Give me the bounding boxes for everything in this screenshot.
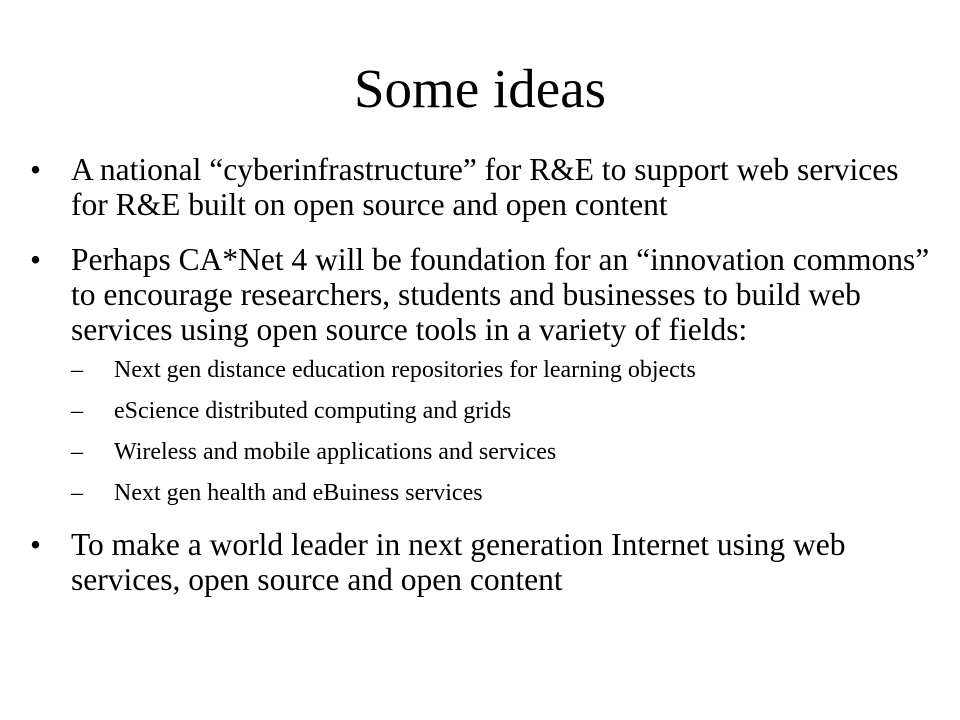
bullet-text: To make a world leader in next generation Internet using web services, open source and open content: [71, 527, 846, 597]
bullet-icon: •: [30, 527, 42, 562]
dash-icon: –: [71, 439, 83, 465]
sub-bullet-text: eScience distributed computing and grids: [114, 398, 512, 424]
bullet-item-cyberinfrastructure: [30, 152, 935, 222]
dash-icon: –: [71, 480, 83, 506]
sub-bullet-text: Next gen distance education repositories for learning objects: [114, 357, 696, 383]
bullet-item-world-leader: [30, 527, 935, 597]
bullet-item-innovation-commons: [30, 242, 935, 507]
sub-bullet-list: [71, 357, 935, 507]
dash-icon: –: [71, 357, 83, 383]
bullet-text: A national “cyberinfrastructure” for R&E to support web services for R&E built on open source and open content: [71, 152, 899, 222]
sub-bullet-text: Wireless and mobile applications and services: [114, 439, 557, 465]
bullet-icon: •: [30, 242, 42, 277]
sub-bullet-item: [71, 398, 935, 425]
bullet-text: Perhaps CA*Net 4 will be foundation for an “innovation commons” to encourage researchers, students and businesses to build web services using open source tools in a variety of fields:: [71, 242, 930, 347]
bullet-list: [30, 152, 935, 597]
sub-bullet-item: [71, 357, 935, 384]
sub-bullet-text: Next gen health and eBuiness services: [114, 480, 483, 506]
sub-bullet-item: [71, 439, 935, 466]
bullet-icon: •: [30, 152, 42, 187]
slide-title: Some ideas: [353, 58, 607, 119]
sub-bullet-item: [71, 480, 935, 507]
dash-icon: –: [71, 398, 83, 424]
